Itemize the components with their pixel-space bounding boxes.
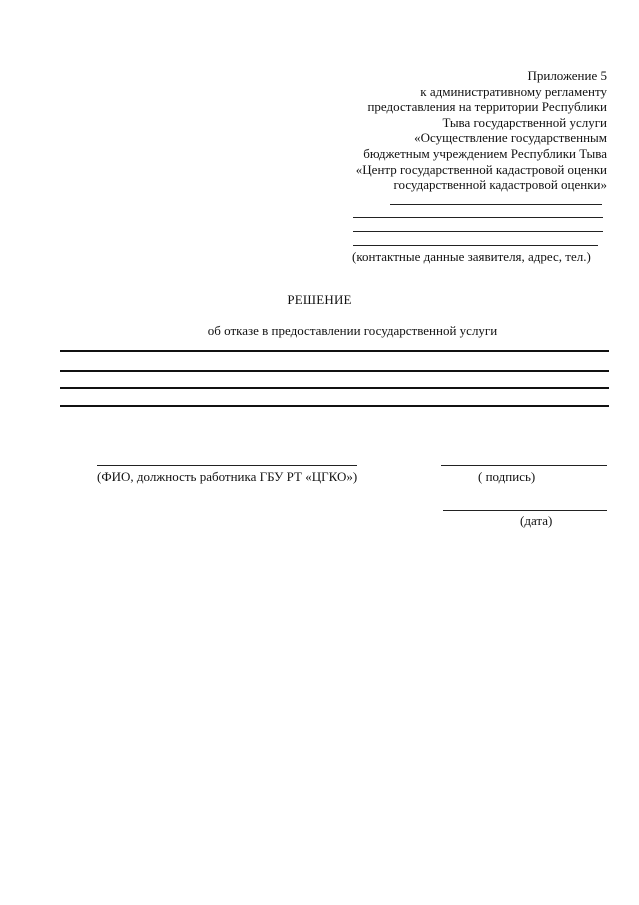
date-caption: (дата) (520, 513, 553, 528)
decision-subtitle: об отказе в предоставлении государственной услуги (207, 323, 498, 338)
applicant-blank-line (390, 204, 602, 205)
decision-title: РЕШЕНИЕ (287, 292, 352, 307)
applicant-blank-line (353, 231, 603, 232)
appendix-header-line: бюджетным учреждением Республики Тыва (363, 145, 607, 161)
employee-caption: (ФИО, должность работника ГБУ РТ «ЦГКО») (97, 469, 358, 484)
appendix-header-line: «Осуществление государственным (414, 130, 607, 146)
appendix-header-line: Тыва государственной услуги (442, 114, 607, 130)
date-line (443, 510, 607, 511)
decision-text-line (60, 387, 609, 389)
decision-text-line (60, 405, 609, 407)
employee-name-line (97, 465, 357, 466)
applicant-blank-line (353, 217, 603, 218)
appendix-header-line: «Центр государственной кадастровой оценки (355, 161, 607, 177)
appendix-header (307, 68, 607, 193)
decision-text-line (60, 370, 609, 372)
applicant-blank-line (353, 245, 598, 246)
appendix-header-line: к административному регламенту (420, 83, 607, 99)
appendix-header-line: государственной кадастровой оценки» (393, 177, 607, 193)
signature-line (441, 465, 607, 466)
decision-text-line (60, 350, 609, 352)
signature-caption: ( подпись) (478, 469, 536, 484)
appendix-number: Приложение 5 (527, 68, 607, 83)
applicant-contact-caption: (контактные данные заявителя, адрес, тел.) (352, 249, 591, 264)
appendix-header-line: предоставления на территории Республики (367, 99, 607, 115)
